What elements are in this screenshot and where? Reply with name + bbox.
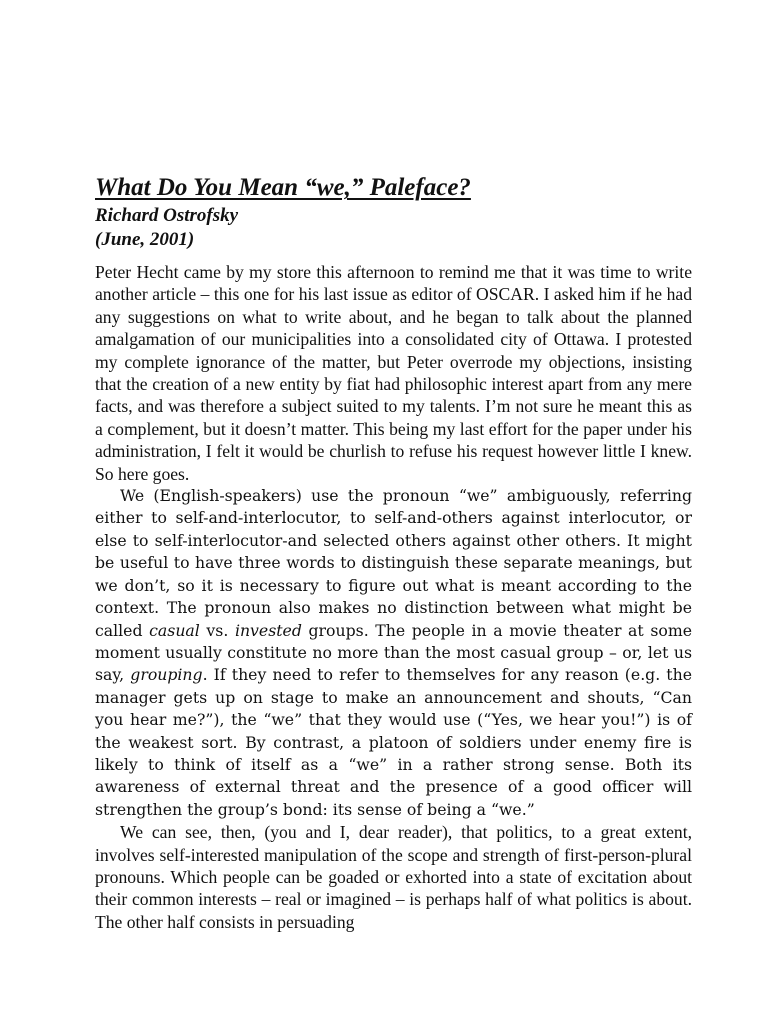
paragraph-1: Peter Hecht came by my store this afternoon to remind me that it was time to write another article – this one for his last issue as editor of OSCAR. I asked him if he had any suggestions on what to write about, and he began to talk about the planned amalgamation of our municipalities into a consolidated city of Ottawa. I protested my complete ignorance of the matter, but Peter overrode my objections, insisting that the creation of a new entity by fiat had philosophic interest apart from any mere facts, and was therefore a subject suited to my talents. I’m not sure he meant this as a complement, but it doesn’t matter. This being my last effort for the paper under his administration, I felt it would be churlish to refuse his request however little I knew. So here goes. [95, 262, 692, 484]
paragraph-2-invested: invested [234, 620, 302, 640]
paragraph-2 [95, 485, 692, 821]
article-body [95, 261, 692, 933]
paragraph-2-text-c: . If they need to refer to themselves for any reason (e.g. the manager gets up on stage to make an announcement and shouts, “Can you hear me?”), the “we” that they would use (“Yes, we hear you!”) is of the weakest sort. By contrast, a platoon of soldiers under enemy fire is likely to think of itself as a “we” in a rather strong sense. Both its awareness of external threat and the presence of a good officer will strengthen the group’s bond: its sense of being a “we.” [95, 665, 693, 819]
article-date: (June, 2001) [95, 229, 195, 250]
paragraph-2-casual: casual [149, 620, 200, 640]
paragraph-2-vs: vs. [199, 620, 235, 640]
paragraph-2-text-a: We (English-speakers) use the pronoun “we” ambiguously, referring either to self-and-interlocutor, to self-and-others against interlocutor, or else to self-interlocutor-and selected others against other others. It might be useful to have three words to distinguish these separate meanings, but we don’t, so it is necessary to figure out what is meant according to the context. The pronoun also makes no distinction between what might be called [95, 486, 692, 640]
document-page [95, 172, 692, 933]
article-author: Richard Ostrofsky [95, 205, 239, 226]
paragraph-3: We can see, then, (you and I, dear reader), that politics, to a great extent, involves self-interested manipulation of the scope and strength of first-person-plural pronouns. Which people can be goaded or exhorted into a state of excitation about their common interests – real or imagined – is perhaps half of what politics is about. The other half consists in persuading [95, 822, 692, 932]
paragraph-2-text-b: groups. The people in a movie theater at some moment usually constitute no more than the most casual group – or, let us say, [95, 620, 692, 685]
article-title: What Do You Mean “we,” Paleface? [95, 174, 471, 201]
paragraph-2-grouping: grouping [130, 665, 203, 685]
